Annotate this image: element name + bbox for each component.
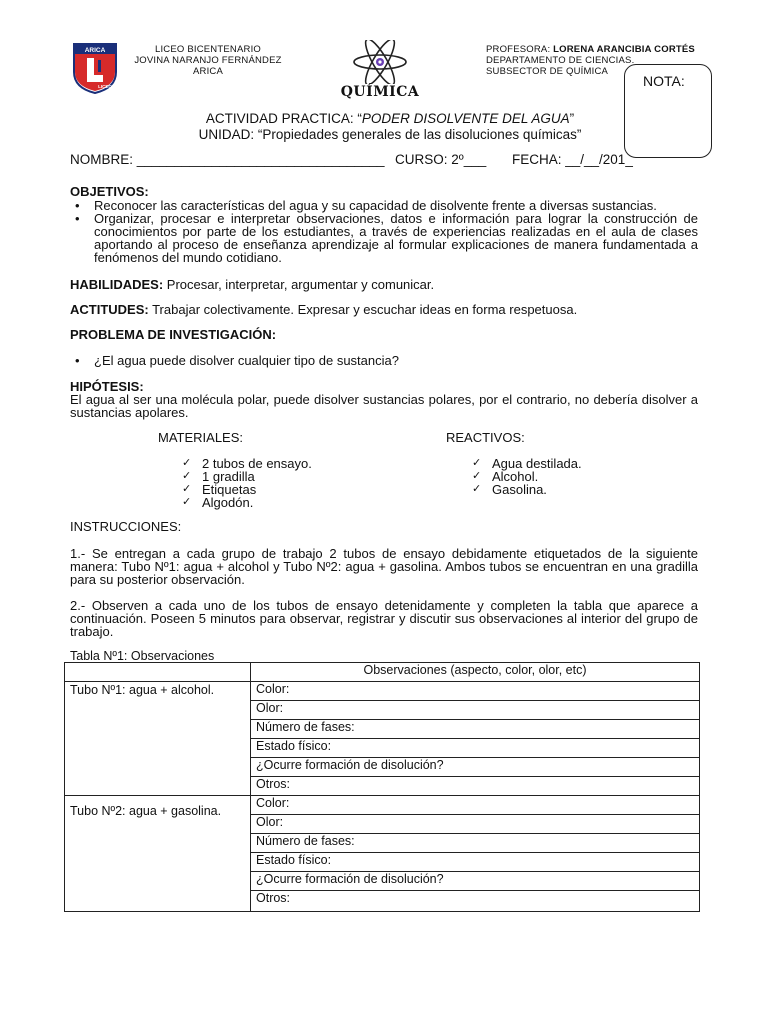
grade-label: NOTA:: [643, 73, 685, 89]
materials-list: [180, 457, 400, 509]
objectives-heading: OBJETIVOS:: [70, 184, 149, 199]
materials-heading: MATERIALES:: [158, 430, 244, 445]
teacher-label: PROFESORA:: [486, 44, 551, 55]
tube-2-label: Tubo Nº2: agua + gasolina.: [65, 796, 251, 912]
observation-cell[interactable]: Estado físico:: [251, 853, 700, 872]
attitudes-line: [70, 303, 700, 316]
logo-bottom-text: LICEO: [98, 84, 112, 89]
school-name-2: JOVINA NARANJO FERNÁNDEZ: [134, 55, 282, 66]
school-info: [120, 44, 296, 77]
observations-table: [64, 662, 700, 912]
activity-prefix: ACTIVIDAD PRACTICA: “: [205, 111, 362, 126]
school-logo: [72, 42, 118, 94]
hypothesis-heading: HIPÓTESIS:: [70, 379, 144, 394]
subject-title: QUÍMICA: [340, 84, 420, 100]
observation-cell[interactable]: Número de fases:: [251, 720, 700, 739]
reagents-list: [470, 457, 690, 496]
date-field[interactable]: FECHA: __/__/201_: [512, 152, 633, 167]
activity-name: PODER DISOLVENTE DEL AGUA: [361, 111, 570, 126]
observation-cell[interactable]: Color:: [251, 682, 700, 701]
activity-suffix: ”: [569, 111, 575, 126]
reagents-heading: REACTIVOS:: [446, 430, 525, 445]
instructions-heading: INSTRUCCIONES:: [70, 519, 182, 534]
list-item: • Organizar, procesar e interpretar observaciones, datos e información para lograr la construcción de conocimientos por parte de los estudiantes, a través de experiencias realizadas en el aula de clases aportando al proceso de enseñanza aprendizaje al formular explicaciones de manera fundamentada a fenómenos del mundo cotidiano.: [70, 212, 698, 264]
list-item: ✓ Alcohol.: [470, 470, 690, 483]
department: DEPARTAMENTO DE CIENCIAS.: [486, 55, 635, 66]
skills-label: HABILIDADES:: [70, 277, 164, 292]
list-item: ✓ Gasolina.: [470, 483, 690, 496]
list-item: ✓ 1 gradilla: [180, 470, 400, 483]
list-item: • Reconocer las características del agua y su capacidad de disolvente frente a diversas sustancias.: [70, 199, 698, 212]
table-header: Observaciones (aspecto, color, olor, etc): [251, 663, 700, 682]
activity-title: [150, 112, 630, 126]
observation-cell[interactable]: Olor:: [251, 701, 700, 720]
name-field[interactable]: NOMBRE: _________________________________: [70, 152, 385, 167]
course-field[interactable]: CURSO: 2º___: [395, 152, 487, 167]
table-corner-cell: [65, 663, 251, 682]
observation-cell[interactable]: Otros:: [251, 777, 700, 796]
table-caption: Tabla Nº1: Observaciones: [70, 649, 215, 663]
skills-text: Procesar, interpretar, argumentar y comunicar.: [163, 277, 435, 292]
table-row: [65, 796, 700, 815]
problem-list: [70, 354, 698, 367]
school-name: LICEO BICENTENARIO: [154, 44, 261, 55]
instruction-step-2: 2.- Observen a cada uno de los tubos de ensayo detenidamente y completen la tabla que aparece a continuación. Poseen 5 minutos para observar, registrar y discutir sus observaciones al interior del grupo de trabajo.: [70, 598, 698, 639]
teacher-name: LORENA ARANCIBIA CORTÉS: [553, 44, 695, 55]
list-item: ✓ Agua destilada.: [470, 457, 690, 470]
subsector: SUBSECTOR DE QUÍMICA: [486, 66, 609, 77]
observation-cell[interactable]: ¿Ocurre formación de disolución?: [251, 758, 700, 777]
observation-cell[interactable]: Estado físico:: [251, 739, 700, 758]
list-item: ✓ 2 tubos de ensayo.: [180, 457, 400, 470]
teacher-line: [486, 44, 716, 55]
observation-cell[interactable]: Otros:: [251, 891, 700, 912]
instruction-step-1: 1.- Se entregan a cada grupo de trabajo 2 tubos de ensayo debidamente etiquetados de la siguiente manera: Tubo Nº1: agua + alcohol y Tubo Nº2: agua + gasolina. Ambos tubos se encuentran en una gradilla para su posterior observación.: [70, 546, 698, 587]
grade-box[interactable]: [624, 64, 712, 158]
problem-heading: PROBLEMA DE INVESTIGACIÓN:: [70, 327, 277, 342]
list-item: ✓ Etiquetas: [180, 483, 400, 496]
observation-cell[interactable]: Color:: [251, 796, 700, 815]
school-city: ARICA: [192, 66, 224, 77]
observation-cell[interactable]: Número de fases:: [251, 834, 700, 853]
attitudes-label: ACTITUDES:: [70, 302, 149, 317]
list-item: ✓ Algodón.: [180, 496, 400, 509]
atom-icon: [350, 40, 410, 84]
unit-title: UNIDAD: “Propiedades generales de las disoluciones químicas”: [198, 127, 582, 142]
list-item: • ¿El agua puede disolver cualquier tipo de sustancia?: [70, 354, 698, 367]
attitudes-text: Trabajar colectivamente. Expresar y escuchar ideas en forma respetuosa.: [148, 302, 578, 317]
skills-line: [70, 278, 700, 291]
hypothesis-text: El agua al ser una molécula polar, puede disolver sustancias polares, por el contrario, no debería disolver a sustancias apolares.: [70, 392, 698, 420]
objectives-list: [70, 199, 698, 264]
table-row: [65, 663, 700, 682]
table-row: [65, 682, 700, 701]
observation-cell[interactable]: Olor:: [251, 815, 700, 834]
tube-1-label: Tubo Nº1: agua + alcohol.: [65, 682, 251, 796]
observation-cell[interactable]: ¿Ocurre formación de disolución?: [251, 872, 700, 891]
logo-top-text: ARICA: [84, 47, 106, 54]
